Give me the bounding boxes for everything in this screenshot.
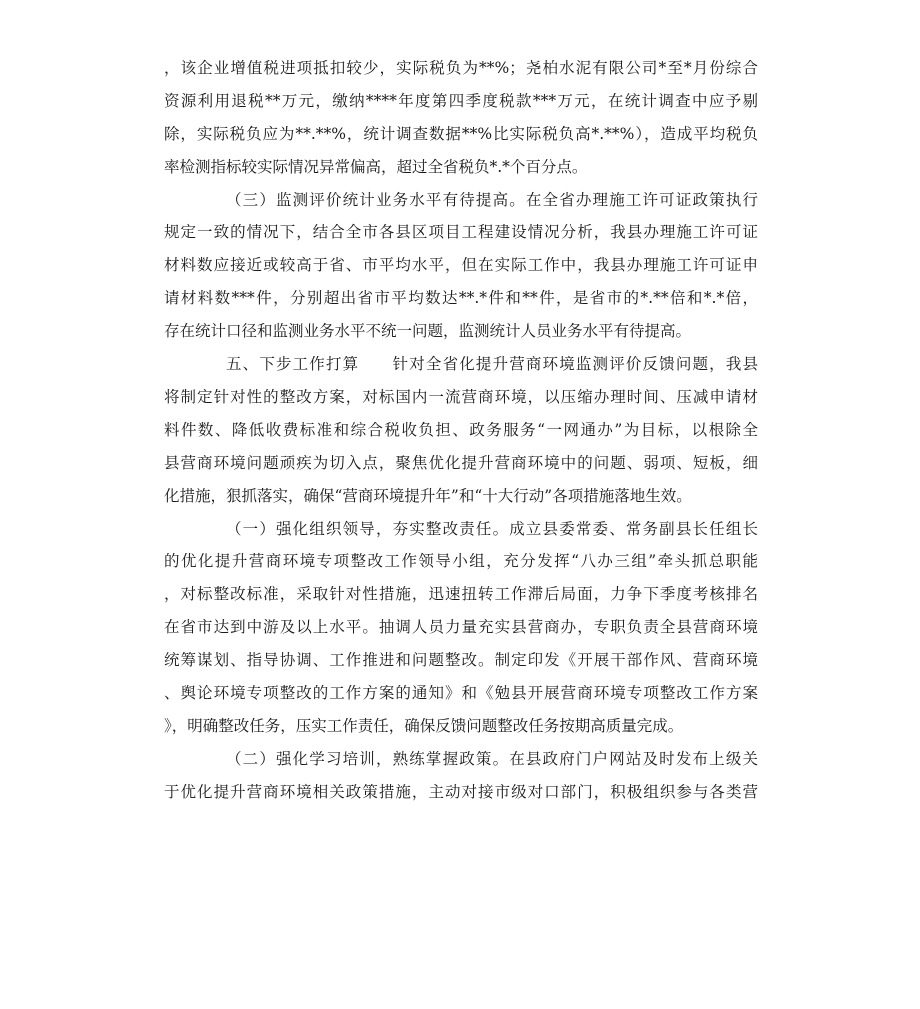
paragraph-tax-burden bbox=[164, 52, 758, 184]
text-line: 资源利用退税**万元，缴纳****年度第四季度税款***万元，在统计调查中应予剔 bbox=[164, 91, 758, 110]
text-line: ，该企业增值税进项抵扣较少，实际税负为**%；尧柏水泥有限公司*至*月份综合 bbox=[164, 59, 758, 77]
text-line: 、舆论环境专项整改的工作方案的通知》和《勉县开展营商环境专项整改工作方案 bbox=[164, 684, 758, 703]
text-line: 的优化提升营商环境专项整改工作领导小组，充分发挥“八办三组”牵头抓总职能 bbox=[164, 552, 758, 571]
text-line: （三）监测评价统计业务水平有待提高。在全省办理施工许可证政策执行 bbox=[226, 190, 758, 209]
text-line: 》，明确整改任务，压实工作责任，确保反馈问题整改任务按期高质量完成。 bbox=[164, 716, 684, 735]
paragraph-statistics-level bbox=[164, 184, 758, 348]
text-line: 料件数、降低收费标准和综合税收负担、政务服务“一网通办”为目标，以根除全 bbox=[164, 420, 758, 439]
paragraph-training bbox=[164, 743, 758, 809]
text-line: ，对标整改标准，采取针对性措施，迅速扭转工作滞后局面，力争下季度考核排名 bbox=[164, 585, 758, 604]
text-line: 于优化提升营商环境相关政策措施，主动对接市级对口部门，积极组织参与各类营 bbox=[164, 782, 758, 801]
text-line: 在省市达到中游及以上水平。抽调人员力量充实县营商办，专职负责全县营商环境 bbox=[164, 618, 758, 637]
text-line: （二）强化学习培训，熟练掌握政策。在县政府门户网站及时发布上级关 bbox=[226, 749, 758, 768]
text-line: 县营商环境问题顽疾为切入点，聚焦优化提升营商环境中的问题、弱项、短板，细 bbox=[164, 453, 758, 472]
paragraph-organization-leadership bbox=[164, 513, 758, 743]
text-line: 规定一致的情况下，结合全市各县区项目工程建设情况分析，我县办理施工许可证 bbox=[164, 223, 758, 242]
text-line: 除，实际税负应为**.**%，统计调查数据**%比实际税负高*.**%），造成平均税负 bbox=[164, 124, 758, 143]
text-line: 统筹谋划、指导协调、工作推进和问题整改。制定印发《开展干部作风、营商环境 bbox=[164, 651, 758, 670]
paragraph-next-steps bbox=[164, 348, 758, 512]
text-line: 存在统计口径和监测业务水平不统一问题，监测统计人员业务水平有待提高。 bbox=[164, 322, 692, 341]
text-line: 五、下步工作打算 针对全省化提升营商环境监测评价反馈问题，我县 bbox=[226, 355, 758, 374]
text-line: 请材料数***件，分别超出省市平均数达**.*件和**件，是省市的*.**倍和*.*倍， bbox=[164, 289, 758, 308]
text-line: 化措施，狠抓落实，确保“营商环境提升年”和“十大行动”各项措施落地生效。 bbox=[164, 486, 692, 505]
text-line: 材料数应接近或较高于省、市平均水平，但在实际工作中，我县办理施工许可证申 bbox=[164, 256, 758, 275]
text-line: （一）强化组织领导，夯实整改责任。成立县委常委、常务副县长任组长 bbox=[226, 519, 758, 538]
text-line: 将制定针对性的整改方案，对标国内一流营商环境，以压缩办理时间、压减申请材 bbox=[164, 387, 758, 406]
text-line: 率检测指标较实际情况异常偏高，超过全省税负*.*个百分点。 bbox=[164, 157, 588, 176]
